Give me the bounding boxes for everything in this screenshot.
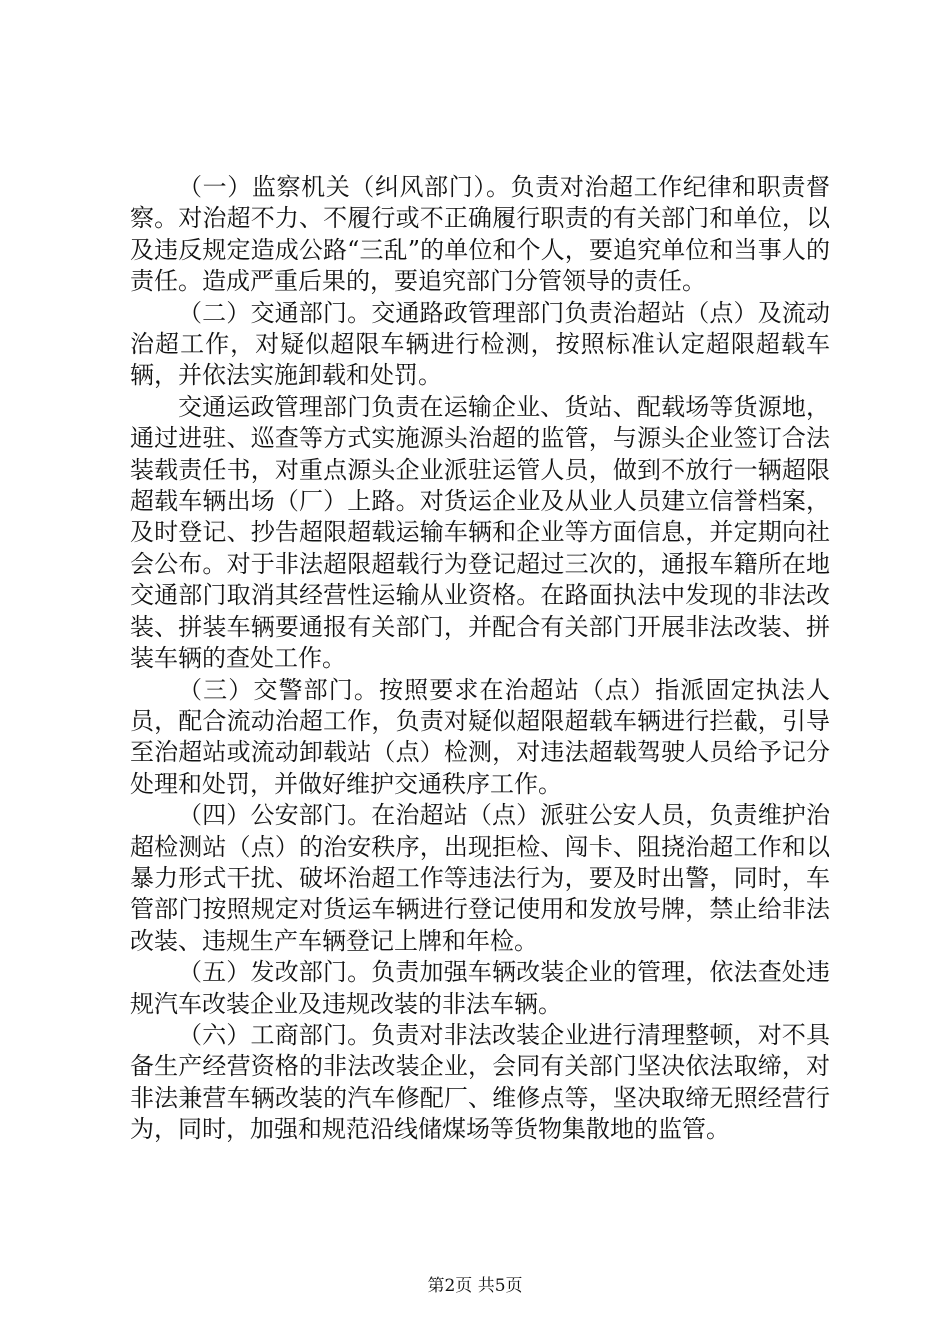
paragraph-development-reform: （五）发改部门。负责加强车辆改装企业的管理，依法查处违规汽车改装企业及违规改装的非法车辆。 [130,958,830,1018]
paragraph-transport-operations: 交通运政管理部门负责在运输企业、货站、配载场等货源地，通过进驻、巡查等方式实施源头治超的监管，与源头企业签订合法装载责任书，对重点源头企业派驻运管人员，做到不放行一辆超限超载车辆出场（厂）上路。对货运企业及从业人员建立信誉档案，及时登记、抄告超限超载运输车辆和企业等方面信息，并定期向社会公布。对于非法超限超载行为登记超过三次的，通报车籍所在地交通部门取消其经营性运输从业资格。在路面执法中发现的非法改装、拼装车辆要通报有关部门，并配合有关部门开展非法改装、拼装车辆的查处工作。 [130,392,830,673]
paragraph-transport: （二）交通部门。交通路政管理部门负责治超站（点）及流动治超工作，对疑似超限车辆进行检测，按照标准认定超限超载车辆，并依法实施卸载和处罚。 [130,298,830,390]
paragraph-supervision: （一）监察机关（纠风部门）。负责对治超工作纪律和职责督察。对治超不力、不履行或不正确履行职责的有关部门和单位，以及违反规定造成公路“三乱”的单位和个人，要追究单位和当事人的责任。造成严重后果的，要追究部门分管领导的责任。 [130,173,830,296]
paragraph-public-security: （四）公安部门。在治超站（点）派驻公安人员，负责维护治超检测站（点）的治安秩序，出现拒检、闯卡、阻挠治超工作和以暴力形式干扰、破坏治超工作等违法行为，要及时出警，同时，车管部门按照规定对货运车辆进行登记使用和发放号牌，禁止给非法改装、违规生产车辆登记上牌和年检。 [130,801,830,955]
document-body [130,172,830,1146]
paragraph-traffic-police: （三）交警部门。按照要求在治超站（点）指派固定执法人员，配合流动治超工作，负责对疑似超限超载车辆进行拦截，引导至治超站或流动卸载站（点）检测，对违法超载驾驶人员给予记分处理和处罚，并做好维护交通秩序工作。 [130,675,830,798]
page-footer: 第2页 共5页 [427,1276,523,1296]
paragraph-industry-commerce: （六）工商部门。负责对非法改装企业进行清理整顿，对不具备生产经营资格的非法改装企业，会同有关部门坚决依法取缔，对非法兼营车辆改装的汽车修配厂、维修点等，坚决取缔无照经营行为，同时，加强和规范沿线储煤场等货物集散地的监管。 [130,1020,830,1144]
